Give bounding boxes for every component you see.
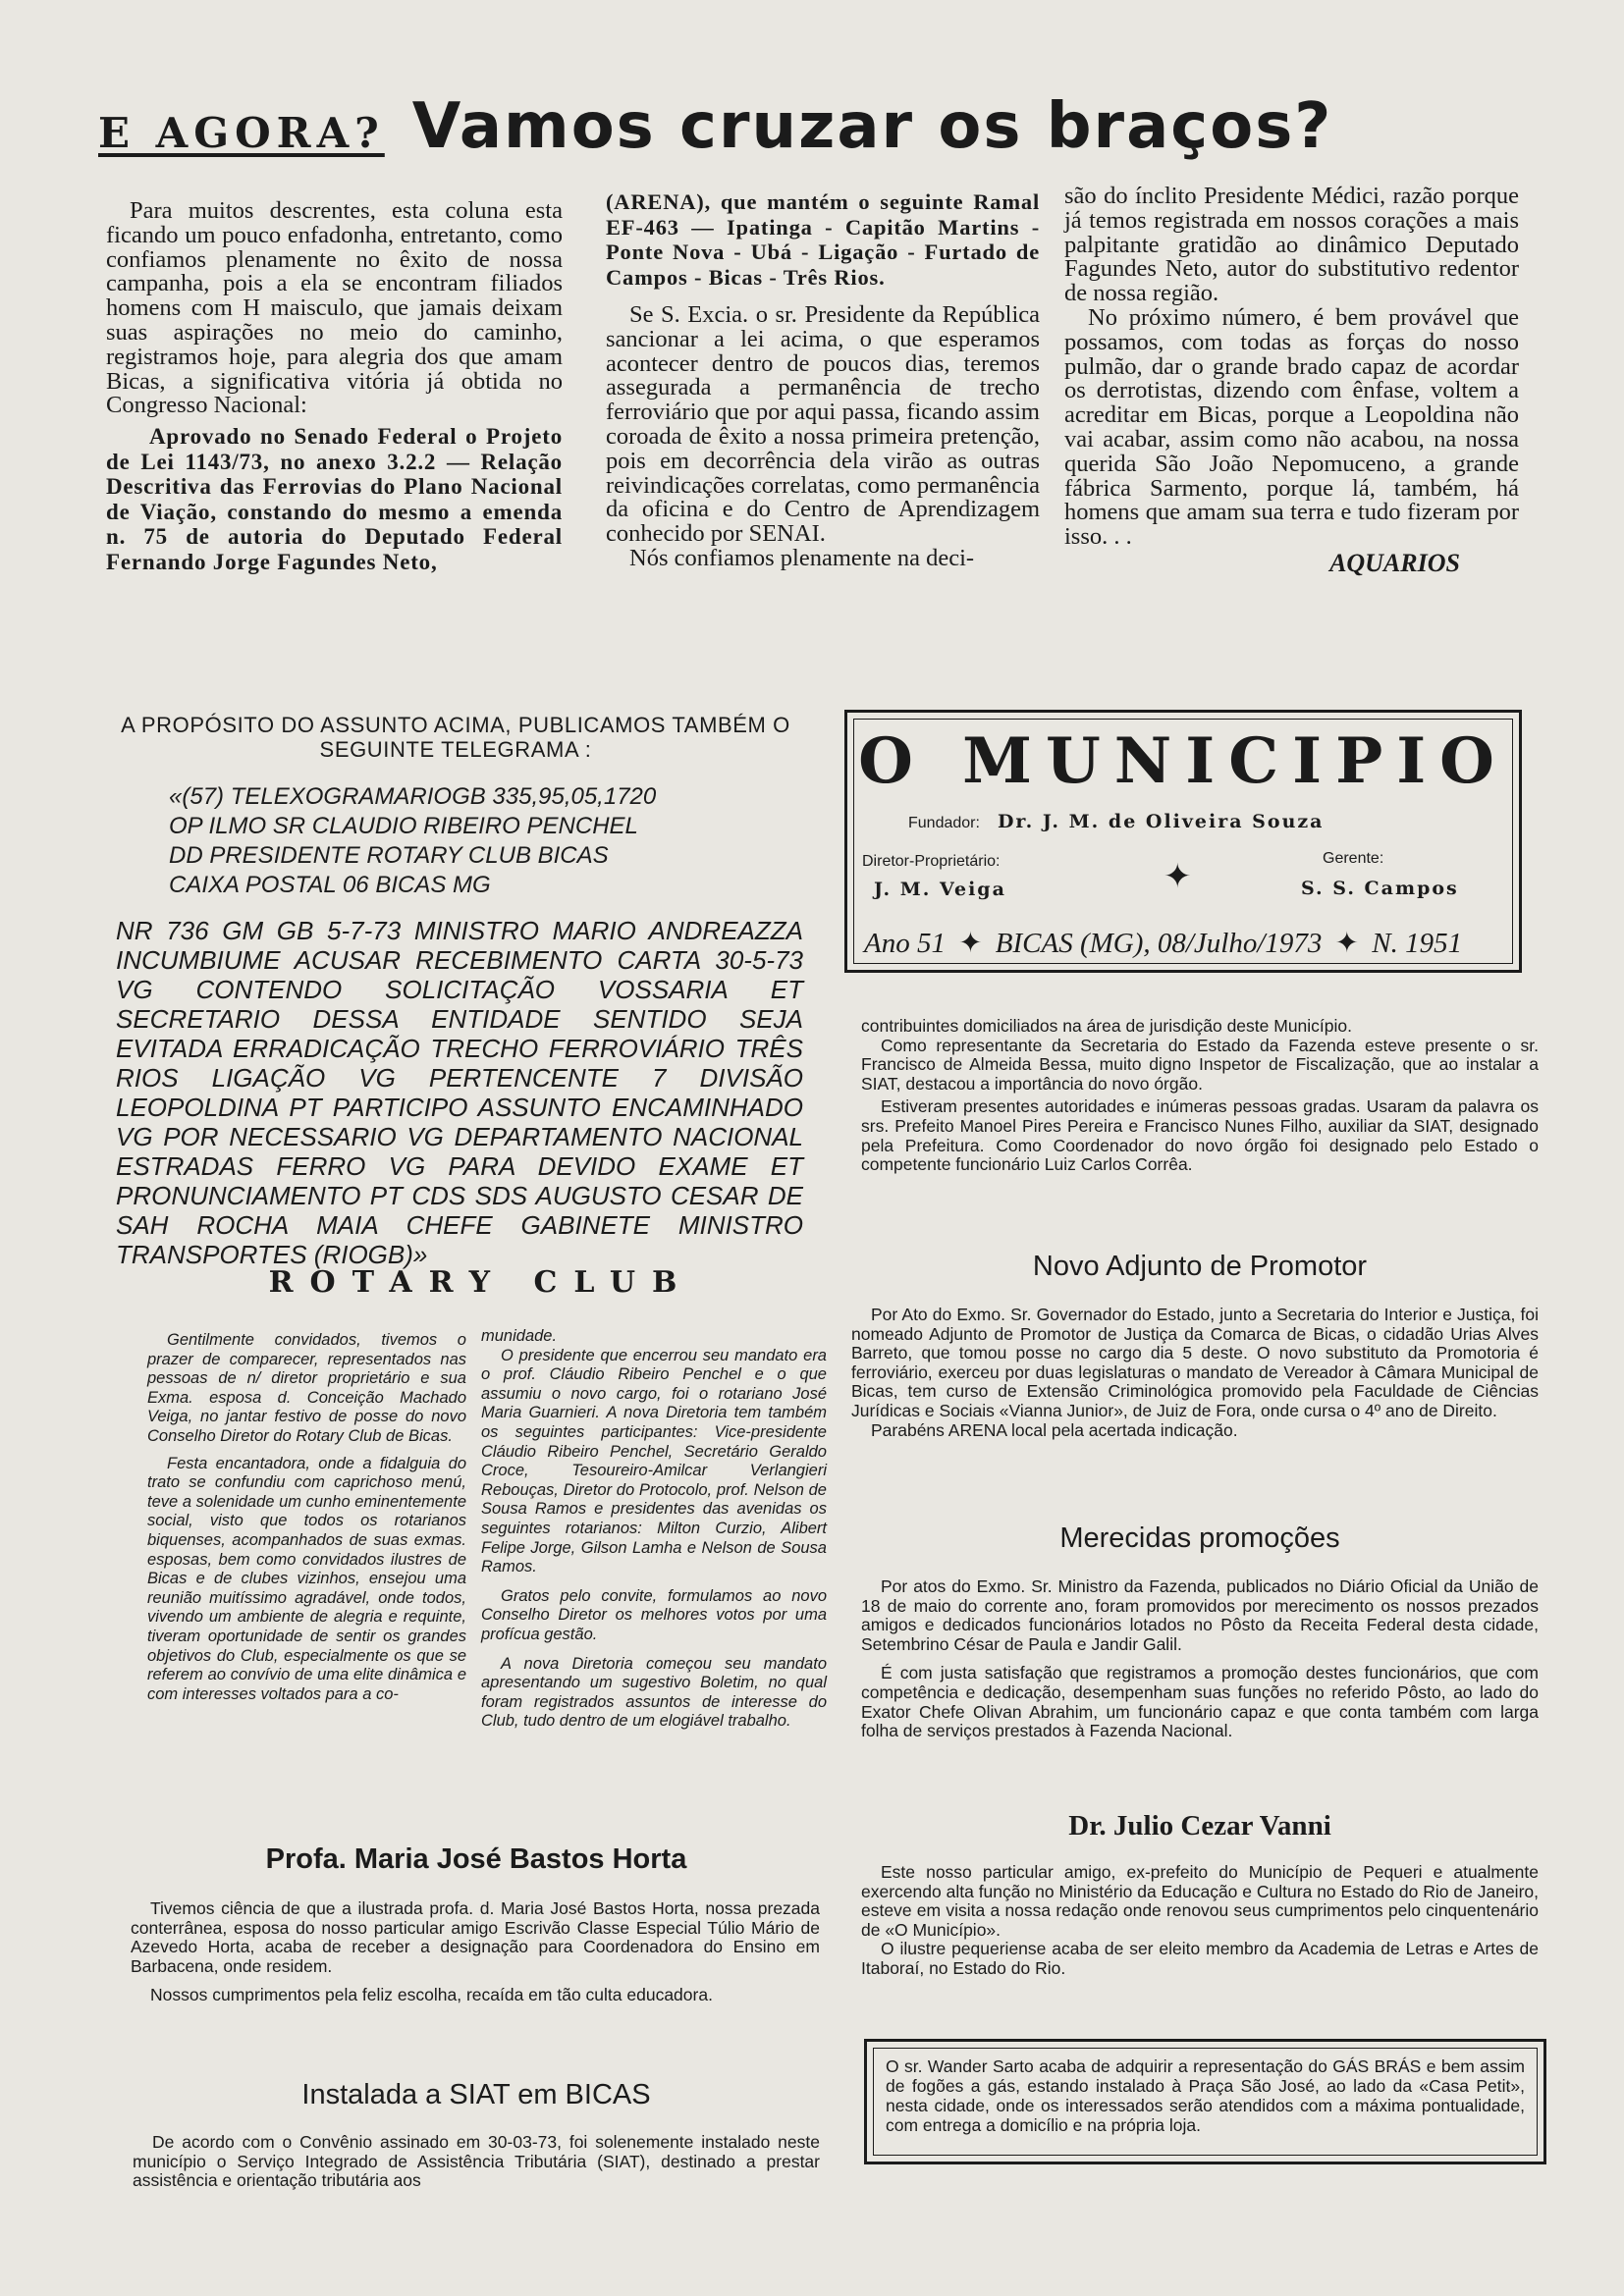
masthead-manager [1301,850,1459,899]
rotary-title: ROTARY CLUB [268,1265,694,1300]
siat-paragraph: De acordo com o Convênio assinado em 30-03-73, foi solenemente instalado neste município o Serviço Integrado de Assistência Tributária (SIAT), destinado a prestar assistência e orientação tributária aos [133,2132,820,2191]
telegram-address-line: OP ILMO SR CLAUDIO RIBEIRO PENCHEL [169,813,638,839]
headline-kicker: E AGORA? [98,109,385,157]
telegram-address-line: «(57) TELEXOGRAMARIOGB 335,95,05,1720 [169,783,657,810]
siat-continuation [861,1017,1539,1175]
founder-name: Dr. J. M. de Oliveira Souza [997,811,1325,832]
rotary-paragraph: Gratos pelo convite, formulamos ao novo Conselho Diretor os melhores votos por uma profícua gestão. [481,1586,827,1643]
intro-paragraph: Para muitos descrentes, esta coluna esta ficando um pouco enfadonha, entretanto, como confiamos plenamente no êxito de nossa campanha, pois a ela se encontram filiados homens com H maisculo, que jamais deixam suas aspirações no meio do caminho, registramos hoje, para alegria dos que amam Bicas, a significativa vitória já obtida no Congresso Nacional: [106,197,563,419]
siat-paragraph: Estiveram presentes autoridades e inúmeras pessoas gradas. Usaram da palavra os srs. Prefeito Manoel Pires Pereira e Francisco Nunes Filho, auxiliar da SIAT, designado pela Prefeitura. Como Coordenador do novo órgão foi designado pelo Estado o competente funcionário Luiz Carlos Corrêa. [861,1096,1539,1175]
promotor-paragraph: Parabéns ARENA local pela acertada indicação. [871,1419,1238,1440]
intro-column-2 [606,189,1040,571]
telegram-heading: A PROPÓSITO DO ASSUNTO ACIMA, PUBLICAMOS TAMBÉM O SEGUINTE TELEGRAMA : [121,713,790,762]
masthead-issue-line [864,926,1502,960]
signature: AQUARIOS [1329,548,1460,577]
promotor-title: Novo Adjunto de Promotor [1032,1251,1368,1282]
diamond-icon: ✦ [1334,928,1359,959]
masthead-title: O MUNICIPIO [858,724,1508,798]
vanni-article [861,1863,1539,1979]
intro-paragraph: No próximo número, é bem provável que possamos, com todas as forças do nosso pulmão, dar o grande brado capaz de acordar os derrotistas, dizendo com ênfase, voltem a acreditar em Bicas, porque a Leopoldina não vai acabar, assim como não acabou, na nossa querida São João Nepomuceno, a grande fábrica Sarmento, porque lá, também, há homens que amam sua terra e tudo fizeram por isso. . . [1064,303,1519,551]
horta-paragraph: Nossos cumprimentos pela feliz escolha, recaída em tão culta educadora. [150,1985,713,2005]
intro-bold-paragraph: Aprovado no Senado Federal o Projeto de Lei 1143/73, no anexo 3.2.2 — Relação Descritiva das Ferrovias do Plano Nacional de Viação, constando do mesmo a emenda n. 75 de autoria do Deputado Federal Fernando Jorge Fagundes Neto, [106,424,563,574]
rotary-paragraph: Gentilmente convidados, tivemos o prazer de comparecer, representados nas pessoas de n/ diretor proprietário e sua Exma. esposa d. Conceição Machado Veiga, no jantar festivo de posse do novo Conselho Diretor do Rotary Club de Bicas. [147,1331,466,1445]
rotary-left-column [147,1331,466,1704]
promotor-paragraph: Por Ato do Exmo. Sr. Governador do Estado, junto a Secretaria do Interior e Justiça, foi nomeado Adjunto de Promotor de Justiça da Comarca de Bicas, o cidadão Urias Alves Barreto, que tomou posse no cargo dia 5 deste. O novo substituto da Promotoria é ferroviário, exerceu por duas legislaturas o mandato de Vereador à Câmara Municipal de Bicas, tem curso de Extensão Criminológica promovido pela Faculdade de Ciências Jurídicas e Sociais «Vianna Junior», de Juiz de Fora, onde cursa o 4º ano de Direito. [851,1305,1539,1420]
masthead-frame [853,719,1513,964]
place-date: BICAS (MG), 08/Julho/1973 [995,928,1323,959]
siat-paragraph: contribuintes domiciliados na área de jurisdição deste Município. [861,1016,1352,1036]
vanni-title: Dr. Julio Cezar Vanni [1068,1810,1331,1842]
diamond-icon: ✦ [958,928,983,959]
rotary-paragraph: Festa encantadora, onde a fidalguia do trato se confundiu com caprichoso menú, teve a solenidade um cunho eminentemente social, visto que todos os rotarianos biquenses, acompanhados de suas exmas. esposas, bem como convidados ilustres de Bicas e de clubes vizinhos, ensejou uma reunião muitíssimo agradável, onde todos, vivendo um ambiente de alegria e requinte, tiveram oportunidade de sentir os grandes objetivos do Club, especialmente os que se referem ao convívio de uma elite dinâmica e com interesses voltados para a co- [147,1454,466,1703]
promocoes-title: Merecidas promoções [1059,1522,1340,1554]
telegram-address [169,782,758,900]
intro-paragraph: Se S. Excia. o sr. Presidente da República sancionar a lei acima, o que esperamos acontecer dentro de poucos dias, teremos assegurada a permanência de trecho ferroviário que por aqui passa, ficando assim coroada de êxito a nossa primeira pretenção, pois em decorrência dela virão as outras reivindicações correlatas, como permanência da oficina e do Centro de Aprendizagem conhecido por SENAI. [606,301,1040,548]
telegram-address-line: CAIXA POSTAL 06 BICAS MG [169,872,491,898]
promotor-article [851,1306,1539,1440]
siat-title: Instalada a SIAT em BICAS [301,2079,651,2110]
vanni-paragraph: Este nosso particular amigo, ex-prefeito do Município de Pequeri e atualmente exercendo alta função no Ministério da Educação e Cultura no Estado do Rio de Janeiro, esteve em visita a nossa redação onde renovou seus cumprimentos pelo cinquentenário de «O Município». [861,1862,1539,1940]
intro-paragraph: Nós confiamos plenamente na deci- [629,544,975,571]
promocoes-paragraph: Por atos do Exmo. Sr. Ministro da Fazenda, publicados no Diário Oficial da União de 18 de maio do corrente ano, foram promovidos por merecimento os nossos prezados amigos e dedicados funcionários lotados no Pôsto da Receita Federal desta cidade, Setembrino César de Paula e Jandir Galil. [861,1576,1539,1654]
promocoes-paragraph: É com justa satisfação que registramos a promoção destes funcionários, que com competência e dedicação, desempenham suas funções no referido Pôsto, ao lado do Exator Chefe Olivan Abrahim, um funcionário capaz e que conta também com larga folha de serviços prestados à Fazenda Nacional. [861,1663,1539,1741]
vanni-paragraph: O ilustre pequeriense acaba de ser eleito membro da Academia de Letras e Artes de Itaboraí, no Estado do Rio. [861,1939,1539,1978]
ad-text: O sr. Wander Sarto acaba de adquirir a representação do GÁS BRÁS e bem assim de fogões a gás, estando instalado à Praça São José, ao lado da «Casa Petit», nesta cidade, onde os interessados serão atendidos com a máxima pontualidade, com entrega a domicílio e na própria loja. [873,2048,1538,2156]
telegram-body: NR 736 GM GB 5-7-73 MINISTRO MARIO ANDREAZZA INCUMBIUME ACUSAR RECEBIMENTO CARTA 30-5-73 VG CONTENDO SOLICITAÇÃO VOSSARIA ET SECRETARIO DESSA ENTIDADE SENTIDO SEJA EVITADA ERRADICAÇÃO TRECHO FERROVIÁRIO TRÊS RIOS LIGAÇÃO VG PERTENCENTE 7 DIVISÃO LEOPOLDINA PT PARTICIPO ASSUNTO ENCAMINHADO VG POR NECESSARIO VG DEPARTAMENTO NACIONAL ESTRADAS FERRO VG PARA DEVIDO EXAME ET PRONUNCIAMENTO PT CDS SDS AUGUSTO CESAR DE SAH ROCHA MAIA CHEFE GABINETE MINISTRO TRANSPORTES (RIOGB)» [116,916,803,1269]
founder-label: Fundador: [908,815,980,831]
siat-paragraph: Como representante da Secretaria do Estado da Fazenda esteve presente o sr. Francisco de Almeida Bessa, muito digno Inspetor de Fiscalização, que ao instalar a SIAT, destacou a importância do novo órgão. [861,1035,1539,1094]
director-label: Diretor-Proprietário: [862,853,1001,870]
year: Ano 51 [864,928,946,959]
diamond-icon: ✦ [1164,859,1192,895]
horta-paragraph: Tivemos ciência de que a ilustrada profa. d. Maria José Bastos Horta, nossa prezada conterrânea, esposa do nosso particular amigo Escrivão Classe Especial Túlio Mário de Azevedo Horta, acaba de receber a designação para Coordenadora do Ensino em Barbacena, onde residem. [131,1898,820,1976]
masthead-founder [908,811,1324,832]
manager-name: S. S. Campos [1301,878,1459,899]
intro-bold-paragraph: (ARENA), que mantém o seguinte Ramal EF-463 — Ipatinga - Capitão Martins - Ponte Nova - Ubá - Ligação - Furtado de Campos - Bicas - Três Rios. [606,189,1040,290]
director-name: J. M. Veiga [874,879,1006,900]
intro-column-1 [106,199,563,574]
rotary-paragraph: O presidente que encerrou seu mandato era o prof. Cláudio Ribeiro Penchel e o que assumiu o novo cargo, foi o rotariano José Maria Guarnieri. A nova Diretoria tem também os seguintes participantes: Vice-presidente Cláudio Ribeiro Penchel, Secretário Geraldo Croce, Tesoureiro-Amilcar Verlangieri Rebouças, Diretor do Protocolo, prof. Nelson de Sousa Ramos e presidentes das avenidas os seguintes rotarianos: Milton Curzio, Alibert Felipe Jorge, Gilson Lamha e Nelson de Sousa Ramos. [481,1346,827,1576]
manager-label: Gerente: [1323,850,1384,867]
masthead [844,710,1522,973]
headline [98,90,1532,163]
intro-column-3 [1064,185,1519,576]
masthead-director [862,853,1006,900]
rotary-paragraph: munidade. [481,1327,558,1345]
rotary-right-column [481,1327,827,1732]
issue-number: N. 1951 [1372,928,1463,959]
telegram-address-line: DD PRESIDENTE ROTARY CLUB BICAS [169,842,609,869]
siat-article [133,2133,820,2191]
rotary-paragraph: A nova Diretoria começou seu mandato apresentando um sugestivo Boletim, no qual foram registrados assuntos de interesse do Club, tudo dentro de um elogiável trabalho. [481,1654,827,1731]
headline-title: Vamos cruzar os braços? [411,90,1333,163]
promocoes-article [861,1577,1539,1741]
intro-paragraph: são do ínclito Presidente Médici, razão porque já temos registrada em nossos corações a mais palpitante gratidão ao dinâmico Deputado Fagundes Neto, autor do substitutivo redentor de nossa região. [1064,183,1519,307]
ad-box [864,2039,1546,2164]
horta-article [131,1899,820,2005]
horta-title: Profa. Maria José Bastos Horta [265,1843,687,1875]
